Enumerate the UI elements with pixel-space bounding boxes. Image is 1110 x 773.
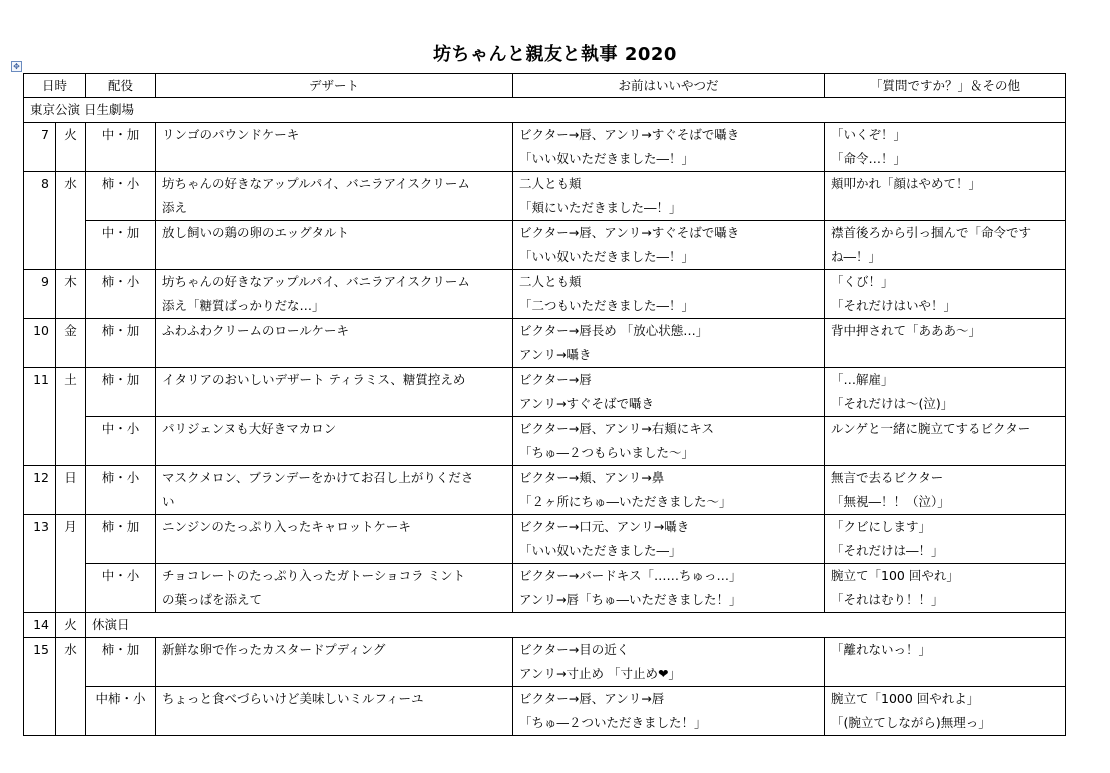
cell-line: 「それはむり！！」: [831, 592, 944, 607]
cell-line: 頬叩かれ「顔はやめて！」: [831, 176, 982, 191]
cell-line: 新鮮な卵で作ったカスタードプディング: [162, 642, 386, 657]
other-cell: [825, 638, 1066, 687]
omae-cell: [513, 221, 825, 270]
section-title: 東京公演 日生劇場: [24, 98, 1066, 123]
cell-line: 二人とも頬: [519, 274, 582, 289]
table-row: [24, 466, 1066, 515]
cell-line: 「二つもいただきました―！」: [519, 298, 695, 313]
cell-line: ふわふわクリームのロールケーキ: [162, 323, 350, 338]
table-move-handle-icon[interactable]: ✥: [11, 61, 22, 72]
cell-line: アンリ→すぐそばで囁き: [519, 396, 654, 411]
dessert-cell: [156, 564, 513, 613]
cell-line: 添え: [162, 200, 188, 215]
cell-line: ね―！」: [831, 249, 882, 264]
day-cell: 11: [24, 368, 56, 466]
dessert-cell: [156, 638, 513, 687]
cell-line: 「くび！」: [831, 274, 894, 289]
page-title: 坊ちゃんと親友と執事 2020: [433, 44, 677, 65]
cell-line: 「それだけはいや！」: [831, 298, 957, 313]
omae-cell: [513, 270, 825, 319]
weekday-cell: 土: [56, 368, 86, 466]
cell-line: ビクター→頬、アンリ→鼻: [519, 470, 665, 485]
header-row: [24, 74, 1066, 98]
cast-cell: 中・小: [86, 564, 156, 613]
cell-line: リンゴのパウンドケーキ: [162, 127, 300, 142]
cast-cell: 柿・小: [86, 270, 156, 319]
cast-cell: 柿・加: [86, 319, 156, 368]
dessert-cell: [156, 368, 513, 417]
dessert-cell: [156, 687, 513, 736]
table-row: [24, 564, 1066, 613]
other-cell: [825, 687, 1066, 736]
cell-line: アンリ→囁き: [519, 347, 592, 362]
other-cell: [825, 564, 1066, 613]
dessert-cell: [156, 172, 513, 221]
weekday-cell: 火: [56, 123, 86, 172]
table-row: [24, 687, 1066, 736]
cell-line: アンリ→唇「ちゅ―いただきました！」: [519, 592, 742, 607]
cell-line: 「ちゅ―２つもらいました～」: [519, 445, 695, 460]
section-row: [24, 98, 1066, 123]
cell-line: の葉っぱを添えて: [162, 592, 263, 607]
cell-line: 添え「糖質ばっかりだな…」: [162, 298, 325, 313]
table-row: [24, 368, 1066, 417]
cast-cell: 柿・小: [86, 172, 156, 221]
weekday-cell: 水: [56, 638, 86, 736]
dessert-cell: [156, 270, 513, 319]
dessert-cell: [156, 417, 513, 466]
omae-cell: [513, 466, 825, 515]
other-cell: [825, 515, 1066, 564]
cell-line: ビクター→口元、アンリ→囁き: [519, 519, 690, 534]
other-cell: [825, 172, 1066, 221]
cast-cell: 柿・小: [86, 466, 156, 515]
table-row: [24, 123, 1066, 172]
table-row: [24, 417, 1066, 466]
cast-cell: 柿・加: [86, 638, 156, 687]
cell-line: 「２ヶ所にちゅ―いただきました～」: [519, 494, 732, 509]
table-row: [24, 319, 1066, 368]
day-cell: 14: [24, 613, 56, 638]
cell-line: 放し飼いの鶏の卵のエッグタルト: [162, 225, 350, 240]
other-cell: [825, 417, 1066, 466]
omae-cell: [513, 417, 825, 466]
cell-line: 「いい奴いただきました―！」: [519, 151, 695, 166]
cell-line: チョコレートのたっぷり入ったガトーショコラ ミント: [162, 568, 466, 583]
schedule-table: [23, 73, 1066, 736]
cell-line: 「無視―！！（泣）」: [831, 494, 950, 509]
cell-line: 「頬にいただきました―！」: [519, 200, 682, 215]
cell-line: ちょっと食べづらいけど美味しいミルフィーユ: [162, 691, 424, 706]
cell-line: ビクター→バードキス「……ちゅっ…」: [519, 568, 742, 583]
omae-cell: [513, 515, 825, 564]
omae-cell: [513, 368, 825, 417]
cell-line: い: [162, 494, 175, 509]
omae-cell: [513, 319, 825, 368]
cast-cell: 柿・加: [86, 368, 156, 417]
cell-line: アンリ→寸止め 「寸止め❤」: [519, 666, 681, 681]
table-row: [24, 270, 1066, 319]
dessert-cell: [156, 515, 513, 564]
cast-cell: 中・小: [86, 417, 156, 466]
omae-cell: [513, 123, 825, 172]
day-cell: 12: [24, 466, 56, 515]
cell-line: パリジェンヌも大好きマカロン: [162, 421, 337, 436]
table-row: [24, 221, 1066, 270]
cell-line: 背中押されて「あああ～」: [831, 323, 982, 338]
dessert-cell: [156, 319, 513, 368]
cell-line: 腕立て「1000 回やれよ」: [831, 691, 980, 706]
other-cell: [825, 221, 1066, 270]
day-cell: 13: [24, 515, 56, 613]
cell-line: 腕立て「100 回やれ」: [831, 568, 959, 583]
weekday-cell: 木: [56, 270, 86, 319]
dessert-cell: [156, 221, 513, 270]
cast-cell: 中柿・小: [86, 687, 156, 736]
cell-line: ニンジンのたっぷり入ったキャロットケーキ: [162, 519, 411, 534]
header-date: 日時: [24, 74, 86, 98]
day-cell: 9: [24, 270, 56, 319]
cell-line: ビクター→唇、アンリ→すぐそばで囁き: [519, 127, 740, 142]
cell-line: ビクター→唇、アンリ→すぐそばで囁き: [519, 225, 740, 240]
day-cell: 15: [24, 638, 56, 736]
omae-cell: [513, 687, 825, 736]
cell-line: 坊ちゃんの好きなアップルパイ、バニラアイスクリーム: [162, 274, 470, 289]
table-row: [24, 638, 1066, 687]
cell-line: ビクター→目の近く: [519, 642, 630, 657]
cell-line: 「いくぞ！」: [831, 127, 907, 142]
weekday-cell: 金: [56, 319, 86, 368]
other-cell: [825, 123, 1066, 172]
cell-line: 「クビにします」: [831, 519, 932, 534]
cell-line: ビクター→唇、アンリ→唇: [519, 691, 665, 706]
dessert-cell: [156, 123, 513, 172]
cell-line: 二人とも頬: [519, 176, 582, 191]
cell-line: 「いい奴いただきました―！」: [519, 249, 695, 264]
weekday-cell: 日: [56, 466, 86, 515]
omae-cell: [513, 564, 825, 613]
cell-line: 無言で去るビクター: [831, 470, 944, 485]
cell-line: 坊ちゃんの好きなアップルパイ、バニラアイスクリーム: [162, 176, 470, 191]
cell-line: イタリアのおいしいデザート ティラミス、糖質控えめ: [162, 372, 466, 387]
weekday-cell: 月: [56, 515, 86, 613]
weekday-cell: 水: [56, 172, 86, 270]
cell-line: ビクター→唇長め 「放心状態…」: [519, 323, 709, 338]
cell-line: 「離れないっ！」: [831, 642, 932, 657]
cell-line: 「(腕立てしながら)無理っ」: [831, 715, 991, 730]
table-row: [24, 515, 1066, 564]
header-other: 「質問ですか？」＆その他: [825, 74, 1066, 98]
day-cell: 10: [24, 319, 56, 368]
header-cast: 配役: [86, 74, 156, 98]
cell-line: ビクター→唇: [519, 372, 592, 387]
cast-cell: 中・加: [86, 221, 156, 270]
holiday-row: [24, 613, 1066, 638]
header-dessert: デザート: [156, 74, 513, 98]
cell-line: 「…解雇」: [831, 372, 894, 387]
holiday-text: 休演日: [86, 613, 1066, 638]
cell-line: マスクメロン、ブランデーをかけてお召し上がりくださ: [162, 470, 474, 485]
cell-line: 「それだけは―！」: [831, 543, 944, 558]
dessert-cell: [156, 466, 513, 515]
table-row: [24, 172, 1066, 221]
cell-line: 「いい奴いただきました―」: [519, 543, 682, 558]
day-cell: 7: [24, 123, 56, 172]
cell-line: ビクター→唇、アンリ→右頬にキス: [519, 421, 714, 436]
header-omae: お前はいいやつだ: [513, 74, 825, 98]
cast-cell: 柿・加: [86, 515, 156, 564]
other-cell: [825, 270, 1066, 319]
omae-cell: [513, 638, 825, 687]
cell-line: ルンゲと一緒に腕立てするビクター: [831, 421, 1031, 436]
weekday-cell: 火: [56, 613, 86, 638]
other-cell: [825, 466, 1066, 515]
cast-cell: 中・加: [86, 123, 156, 172]
cell-line: 「それだけは～(泣)」: [831, 396, 954, 411]
cell-line: 「命令…！」: [831, 151, 907, 166]
other-cell: [825, 319, 1066, 368]
cell-line: 「ちゅ―２ついただきました！」: [519, 715, 707, 730]
day-cell: 8: [24, 172, 56, 270]
other-cell: [825, 368, 1066, 417]
omae-cell: [513, 172, 825, 221]
cell-line: 襟首後ろから引っ掴んで「命令です: [831, 225, 1032, 240]
